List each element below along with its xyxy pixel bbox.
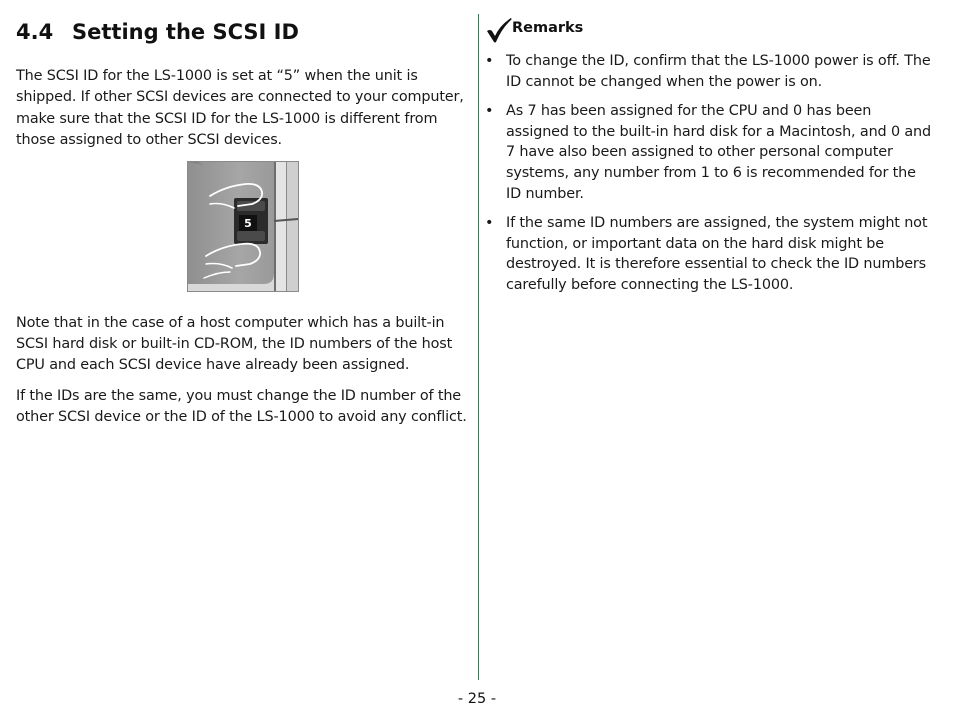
switch-digit: 5 [244,216,252,230]
bullet-glyph: • [485,53,494,69]
remarks-title: Remarks [512,20,584,36]
host-computer-paragraph: Note that in the case of a host computer which has a built-in SCSI hard disk or built-in CD-ROM, the ID numbers of the host CPU and each SCSI device have already been assigned. [16,314,453,374]
list-item [485,51,935,92]
list-item [485,213,935,295]
left-column [16,18,471,438]
bullet-glyph: • [485,215,494,232]
remarks-column [485,16,935,305]
check-mark-icon [485,16,513,44]
section-number: 4.4 [16,20,54,44]
section-title: Setting the SCSI ID [72,20,299,44]
page-number: - 25 - [457,691,497,707]
section-heading [16,18,471,46]
scsi-id-switch-illustration [187,161,299,292]
intro-paragraph: The SCSI ID for the LS-1000 is set at “5” when the unit is shipped. If other SCSI devices are connected to your computer, make sure that the SCSI ID for the LS-1000 is different from those assigned to other SCSI devices. [16,68,464,149]
remarks-header [485,16,935,44]
remarks-list [485,51,935,296]
remark-text: As 7 has been assigned for the CPU and 0 has been assigned to the built-in hard disk for a Macintosh, and 0 and 7 have also been assigned to other personal computer systems, any number from 1 to 6 is recommended for the ID number. [506,103,932,202]
bullet-glyph: • [485,103,494,120]
remark-text: To change the ID, confirm that the LS-1000 power is off. The ID cannot be changed when the power is on. [506,53,931,90]
column-divider [478,14,479,680]
list-item [485,101,935,204]
conflict-paragraph: If the IDs are the same, you must change the ID number of the other SCSI device or the ID of the LS-1000 to avoid any conflict. [16,387,467,426]
remark-text: If the same ID numbers are assigned, the system might not function, or important data on the hard disk might be destroyed. It is therefore essential to check the ID numbers carefully before connecting the LS-1000. [506,215,928,293]
